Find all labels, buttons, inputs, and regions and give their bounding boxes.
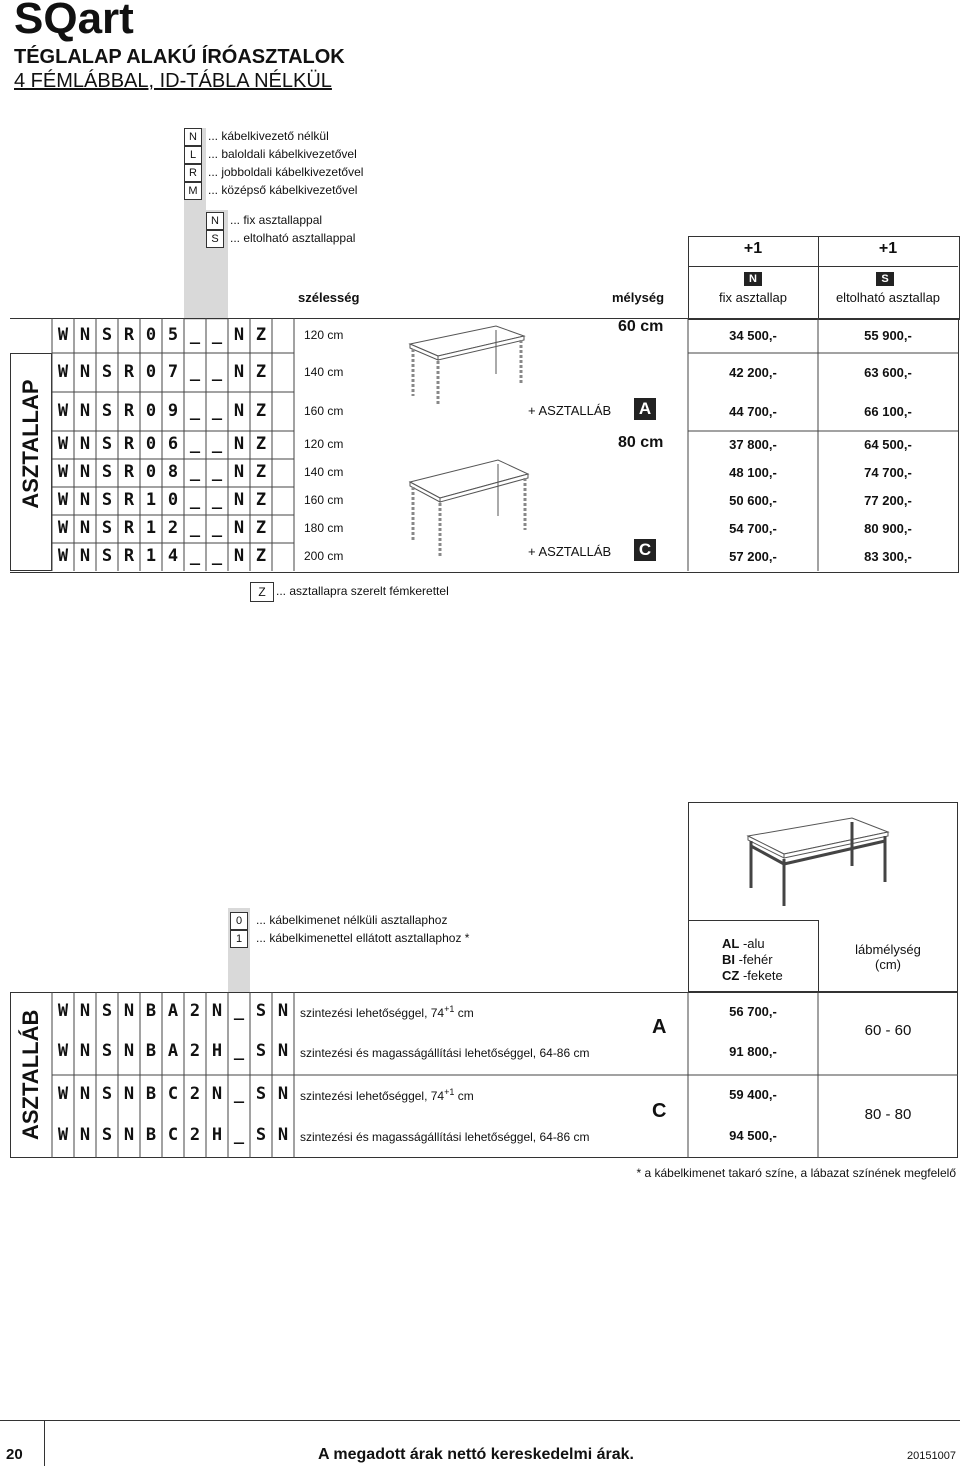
leg-depth-header-2: (cm) [875, 957, 901, 972]
code-char: _ [233, 1001, 245, 1021]
code-char: B [145, 1125, 157, 1145]
code-char: N [233, 518, 245, 538]
option-code: R [184, 164, 202, 182]
leg-description [300, 1087, 474, 1103]
code-char: _ [189, 546, 201, 566]
width-value: 200 cm [304, 549, 344, 563]
leg-a-label: A [652, 1016, 667, 1038]
code-char: S [255, 1001, 267, 1021]
code-char: Z [255, 361, 267, 382]
code-char: W [57, 490, 69, 510]
code-char: S [255, 1125, 267, 1145]
code-char: R [123, 361, 135, 382]
color-label: -fehér [738, 952, 773, 967]
code-char: R [123, 434, 135, 454]
code-char: _ [189, 490, 201, 510]
code-char: _ [189, 361, 201, 382]
code-char: N [277, 1041, 289, 1061]
code-char: N [233, 462, 245, 482]
code-char: W [57, 1125, 69, 1145]
slide-price: 55 900,- [864, 327, 912, 343]
desc-text: szintezési lehetőséggel, 74 [300, 1006, 445, 1020]
code-char: _ [189, 462, 201, 482]
leg-frame-illustration [740, 810, 900, 910]
code-char: N [79, 518, 91, 538]
fix-price: 42 200,- [729, 364, 777, 380]
plus1-label: +1 [743, 240, 763, 257]
leg-description [300, 1044, 590, 1060]
slide-code-badge: S [876, 272, 894, 286]
page-number: 20 [6, 1446, 23, 1463]
code-char: R [123, 518, 135, 538]
option-label: ... kábelkimenettel ellátott asztallaphoz * [256, 931, 470, 945]
leg-price: 91 800,- [729, 1044, 777, 1059]
code-char: N [123, 1041, 135, 1061]
code-char: R [123, 490, 135, 510]
code-char: N [79, 546, 91, 566]
page-title: TÉGLALAP ALAKÚ ÍRÓASZTALOK [14, 46, 345, 68]
leg-price: 56 700,- [729, 1004, 777, 1019]
footnote: * a kábelkimenet takaró színe, a lábazat színének megfelelő [636, 1166, 956, 1180]
code-char: 1 [145, 490, 157, 510]
option-code: 0 [230, 912, 248, 930]
desc-text: szintezési és magasságállítási lehetőséggel, 64-86 cm [300, 1046, 590, 1060]
code-char: _ [189, 434, 201, 454]
code-char: N [79, 1041, 91, 1061]
code-char: N [233, 434, 245, 454]
code-char: W [57, 361, 69, 382]
fix-column-header: fix asztallap [719, 290, 787, 305]
code-char: B [145, 1041, 157, 1061]
code-char: H [211, 1125, 223, 1145]
desc-text: szintezési és magasságállítási lehetőséggel, 64-86 cm [300, 1130, 590, 1144]
width-value: 160 cm [304, 493, 344, 507]
code-char: _ [211, 546, 223, 566]
desk-80-illustration [400, 440, 530, 560]
width-value: 140 cm [304, 364, 344, 379]
code-char: S [255, 1041, 267, 1061]
code-char: H [211, 1041, 223, 1061]
code-char: W [57, 400, 69, 421]
width-value: 120 cm [304, 437, 344, 451]
code-char: Z [255, 400, 267, 421]
width-value: 140 cm [304, 465, 344, 479]
option-label: ... kábelkimenet nélküli asztallaphoz [256, 913, 448, 927]
code-char: S [101, 546, 113, 566]
leg-depth-header [818, 942, 958, 972]
code-char: 2 [167, 518, 179, 538]
code-char: _ [211, 462, 223, 482]
leg-description [300, 1004, 474, 1020]
color-options [722, 936, 783, 984]
plus1-label: +1 [878, 240, 898, 257]
code-char: S [101, 490, 113, 510]
desc-text: szintezési lehetőséggel, 74 [300, 1089, 445, 1103]
code-char: R [123, 546, 135, 566]
code-char: N [123, 1125, 135, 1145]
depth-80: 80 cm [618, 434, 664, 451]
code-char: R [123, 462, 135, 482]
code-char: S [101, 434, 113, 454]
width-value: 180 cm [304, 521, 344, 535]
code-char: Z [255, 546, 267, 566]
code-char: _ [211, 400, 223, 421]
code-char: S [101, 324, 113, 345]
code-char: 0 [145, 324, 157, 345]
code-char: N [277, 1084, 289, 1104]
code-char: N [123, 1084, 135, 1104]
code-char: Z [255, 434, 267, 454]
desc-end: cm [454, 1006, 474, 1020]
code-char: 4 [167, 546, 179, 566]
box-divider [688, 920, 818, 921]
code-char: S [101, 518, 113, 538]
code-char: 0 [145, 434, 157, 454]
fix-price: 34 500,- [729, 327, 777, 343]
code-char: _ [233, 1084, 245, 1104]
code-char: _ [189, 518, 201, 538]
code-char: Z [255, 490, 267, 510]
desc-sup: +1 [444, 1087, 455, 1097]
code-char: A [167, 1041, 179, 1061]
code-char: N [79, 324, 91, 345]
footer-divider [44, 1420, 45, 1466]
code-char: S [101, 361, 113, 382]
side-label: ASZTALLAP [18, 379, 43, 509]
option-code: 1 [230, 930, 248, 948]
code-char: 1 [145, 546, 157, 566]
code-char: _ [211, 518, 223, 538]
footer-note: A megadott árak nettó kereskedelmi árak. [318, 1446, 634, 1463]
width-value: 160 cm [304, 403, 344, 418]
doc-code: 20151007 [907, 1450, 956, 1462]
code-char: Z [255, 462, 267, 482]
code-char: S [101, 1041, 113, 1061]
code-char: N [233, 324, 245, 345]
leg-price: 59 400,- [729, 1087, 777, 1102]
code-char: S [101, 1084, 113, 1104]
option-label: ... kábelkivezető nélkül [208, 129, 329, 143]
code-char: 1 [145, 518, 157, 538]
slide-price: 66 100,- [864, 403, 912, 419]
slide-price: 77 200,- [864, 493, 912, 508]
code-char: _ [211, 361, 223, 382]
code-char: N [79, 1125, 91, 1145]
code-char: S [101, 400, 113, 421]
code-char: W [57, 1041, 69, 1061]
code-char: A [167, 1001, 179, 1021]
fix-price: 54 700,- [729, 521, 777, 536]
leg-description [300, 1128, 590, 1144]
option-code: M [184, 182, 202, 200]
code-char: W [57, 1084, 69, 1104]
code-char: S [101, 1001, 113, 1021]
fix-price: 44 700,- [729, 403, 777, 419]
leg-code-a: A [634, 398, 656, 420]
code-char: _ [211, 490, 223, 510]
option-code: N [206, 212, 224, 230]
leg-label-c: + ASZTALLÁB [528, 544, 612, 559]
page-subtitle: 4 FÉMLÁBBAL, ID-TÁBLA NÉLKÜL [14, 70, 332, 92]
code-char: W [57, 546, 69, 566]
code-char: N [79, 400, 91, 421]
slide-column-header: eltolható asztallap [835, 290, 941, 305]
fix-code-badge: N [744, 272, 762, 286]
code-char: 7 [167, 361, 179, 382]
option-code: S [206, 230, 224, 248]
option-label: ... fix asztallappal [230, 213, 323, 227]
fix-price: 48 100,- [729, 465, 777, 480]
fix-price: 37 800,- [729, 437, 777, 452]
code-char: R [123, 324, 135, 345]
z-note: Z [250, 582, 274, 602]
color-code: CZ [722, 968, 740, 983]
code-char: W [57, 434, 69, 454]
code-char: B [145, 1084, 157, 1104]
code-char: W [57, 518, 69, 538]
code-char: N [277, 1125, 289, 1145]
code-char: N [79, 462, 91, 482]
slide-price: 83 300,- [864, 549, 912, 564]
code-char: N [79, 361, 91, 382]
option-code: N [184, 128, 202, 146]
code-char: 0 [145, 361, 157, 382]
code-char: Z [255, 324, 267, 345]
footer-rule [0, 1420, 960, 1421]
side-label: ASZTALLÁB [18, 1009, 43, 1140]
slide-price: 64 500,- [864, 437, 912, 452]
code-char: 0 [145, 462, 157, 482]
code-char: _ [233, 1125, 245, 1145]
code-char: _ [211, 324, 223, 345]
leg-code-c: C [634, 539, 656, 561]
color-label: -alu [742, 936, 765, 951]
code-char: W [57, 324, 69, 345]
code-char: N [233, 361, 245, 382]
code-char: 0 [145, 400, 157, 421]
slide-price: 74 700,- [864, 465, 912, 480]
slide-price: 80 900,- [864, 521, 912, 536]
code-char: S [101, 1125, 113, 1145]
depth-60: 60 cm [618, 318, 664, 335]
option-label: ... eltolható asztallappal [230, 231, 356, 245]
depth-a-value: 60 - 60 [864, 1022, 912, 1039]
code-char: N [233, 546, 245, 566]
code-char: _ [233, 1041, 245, 1061]
desc-end: cm [454, 1089, 474, 1103]
code-char: 2 [189, 1001, 201, 1021]
code-char: N [79, 1084, 91, 1104]
code-char: 2 [189, 1041, 201, 1061]
desk-60-illustration [400, 318, 530, 408]
code-char: W [57, 1001, 69, 1021]
color-code: AL [722, 936, 740, 951]
code-char: N [123, 1001, 135, 1021]
code-char: N [211, 1001, 223, 1021]
code-char: N [211, 1084, 223, 1104]
code-char: 9 [167, 400, 179, 421]
code-char: N [79, 490, 91, 510]
slide-price: 63 600,- [864, 364, 912, 380]
fix-price: 57 200,- [729, 549, 777, 564]
code-char: 8 [167, 462, 179, 482]
code-char: 2 [189, 1084, 201, 1104]
code-char: N [233, 490, 245, 510]
code-char: C [167, 1084, 179, 1104]
depth-column-header: mélység [612, 290, 665, 305]
leg-price: 94 500,- [729, 1128, 777, 1143]
code-char: W [57, 462, 69, 482]
width-value: 120 cm [304, 327, 344, 342]
code-char: N [79, 434, 91, 454]
code-char: N [277, 1001, 289, 1021]
fix-price: 50 600,- [729, 493, 777, 508]
code-char: C [167, 1125, 179, 1145]
code-char: Z [255, 518, 267, 538]
option-code: L [184, 146, 202, 164]
z-note-label: ... asztallapra szerelt fémkerettel [276, 584, 449, 598]
option-label: ... középső kábelkivezetővel [208, 183, 358, 197]
color-code: BI [722, 952, 735, 967]
code-char: 0 [167, 490, 179, 510]
leg-label-a: + ASZTALLÁB [528, 403, 612, 418]
code-char: S [101, 462, 113, 482]
option-label: ... jobboldali kábelkivezetővel [208, 165, 364, 179]
width-column-header: szélesség [298, 290, 360, 305]
code-char: _ [189, 324, 201, 345]
code-char: _ [189, 400, 201, 421]
color-label: -fekete [742, 968, 783, 983]
code-char: R [123, 400, 135, 421]
code-char: N [79, 1001, 91, 1021]
code-char: N [233, 400, 245, 421]
depth-c-value: 80 - 80 [864, 1106, 912, 1123]
code-char: 5 [167, 324, 179, 345]
code-char: _ [211, 434, 223, 454]
option-label: ... baloldali kábelkivezetővel [208, 147, 357, 161]
code-char: B [145, 1001, 157, 1021]
code-char: 6 [167, 434, 179, 454]
desc-sup: +1 [444, 1004, 455, 1014]
brand-logo: SQart [14, 0, 134, 43]
leg-depth-header-1: lábmélység [855, 942, 921, 957]
code-char: 2 [189, 1125, 201, 1145]
code-char: S [255, 1084, 267, 1104]
leg-c-label: C [652, 1100, 667, 1122]
